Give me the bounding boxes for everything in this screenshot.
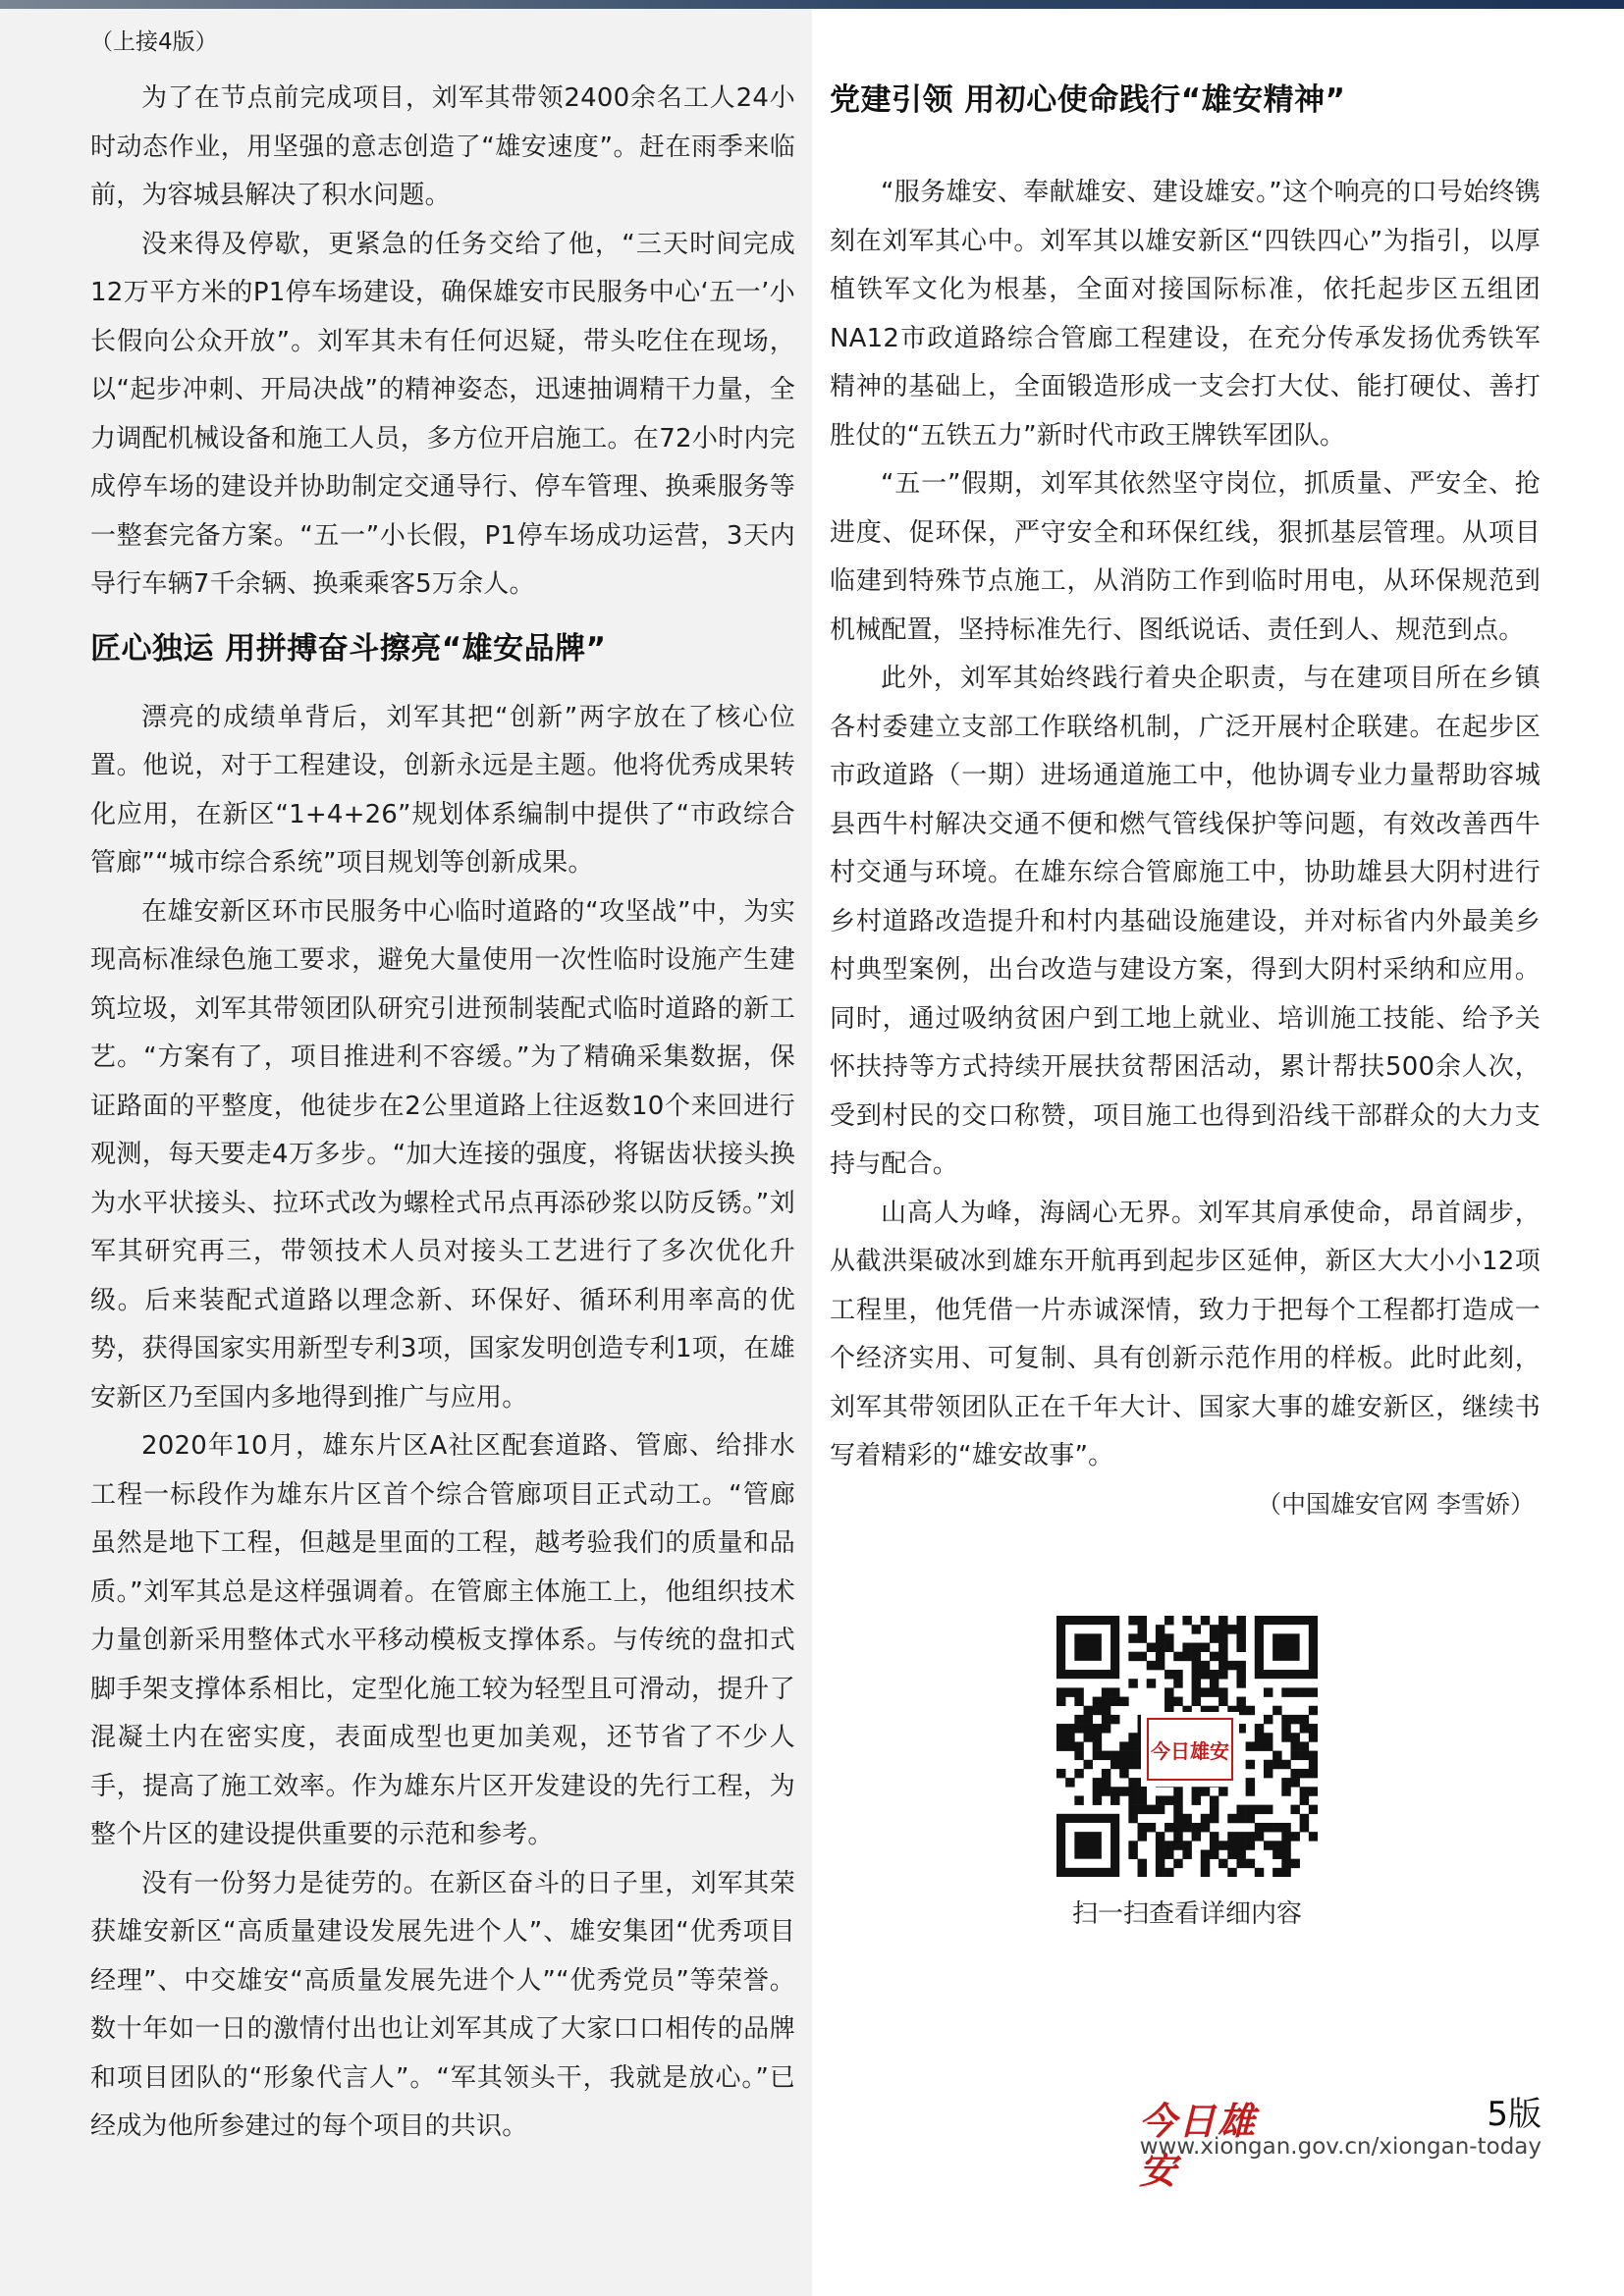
paragraph: “服务雄安、奉献雄安、建设雄安。”这个响亮的口号始终镌刻在刘军其心中。刘军其以雄安新区“四铁四心”为指引，以厚植铁军文化为根基，全面对接国际标准，依托起步区五组团NA12市政道路综合管廊工程建设，在充分传承发扬优秀铁军精神的基础上，全面锻造形成一支会打大仗、能打硬仗、善打胜仗的“五铁五力”新时代市政王牌铁军团队。 (830, 178, 1541, 451)
paragraph: 2020年10月，雄东片区A社区配套道路、管廊、给排水工程一标段作为雄东片区首个综合管廊项目正式动工。“管廊虽然是地下工程，但越是里面的工程，越考验我们的质量和品质。”刘军其总是这样强调着。在管廊主体施工上，他组织技术力量创新采用整体式水平移动模板支撑体系。与传统的盘扣式脚手架支撑体系相比，定型化施工较为轻型且可滑动，提升了混凝土内在密实度，表面成型也更加美观，还节省了不少人手，提高了施工效率。作为雄东片区开发建设的先行工程，为整个片区的建设提供重要的示范和参考。 (90, 1431, 795, 1849)
paragraph: “五一”假期，刘军其依然坚守岗位，抓质量、严安全、抢进度、促环保，严守安全和环保红线，狠抓基层管理。从项目临建到特殊节点施工，从消防工作到临时用电，从环保规范到机械配置，坚持标准先行、图纸说话、责任到人、规范到点。 (830, 469, 1541, 645)
left-column (90, 27, 795, 2152)
qr-logo-text: 今日雄安 (1147, 1718, 1233, 1781)
qr-block (1051, 1616, 1324, 1932)
paragraph: 漂亮的成绩单背后，刘军其把“创新”两字放在了核心位置。他说，对于工程建设，创新永远是主题。他将优秀成果转化应用，在新区“1+4+26”规划体系编制中提供了“市政综合管廊”“城市综合系统”项目规划等创新成果。 (90, 702, 795, 878)
paragraph: 山高人为峰，海阔心无界。刘军其肩承使命，昂首阔步，从截洪渠破冰到雄东开航再到起步区延伸，新区大大小小12项工程里，他凭借一片赤诚深情，致力于把每个工程都打造成一个经济实用、可复制、具有创新示范作用的样板。此时此刻，刘军其带领团队正在千年大计、国家大事的雄安新区，继续书写着精彩的“雄安故事”。 (830, 1198, 1541, 1470)
paragraph: 为了在节点前完成项目，刘军其带领2400余名工人24小时动态作业，用坚强的意志创造了“雄安速度”。赶在雨季来临前，为容城县解决了积水问题。 (90, 83, 795, 210)
section-heading-craftsmanship: 匠心独运 用拼搏奋斗擦亮“雄安品牌” (90, 630, 607, 667)
page-number: 5版 (1487, 2095, 1542, 2134)
paragraph: 此外，刘军其始终践行着央企职责，与在建项目所在乡镇各村委建立支部工作联络机制，广泛开展村企联建。在起步区市政道路（一期）进场通道施工中，他协调专业力量帮助容城县西牛村解决交通不便和燃气管线保护等问题，有效改善西牛村交通与环境。在雄东综合管廊施工中，协助雄县大阴村进行乡村道路改造提升和村内基础设施建设，并对标省内外最美乡村典型案例，出台改造与建设方案，得到大阴村采纳和应用。同时，通过吸纳贫困户到工地上就业、培训施工技能、给予关怀扶持等方式持续开展扶贫帮困活动，累计帮扶500余人次，受到村民的交口称赞，项目施工也得到沿线干部群众的大力支持与配合。 (830, 664, 1541, 1179)
publication-logo: 今日雄安 (1139, 2099, 1258, 2192)
paragraph: 没来得及停歇，更紧急的任务交给了他，“三天时间完成12万平方米的P1停车场建设，确保雄安市民服务中心‘五一’小长假向公众开放”。刘军其未有任何迟疑，带头吃住在现场，以“起步冲刺、开局决战”的精神姿态，迅速抽调精干力量，全力调配机械设备和施工人员，多方位开启施工。在72小时内完成停车场的建设并协助制定交通导行、停车管理、换乘服务等一整套完备方案。“五一”小长假，P1停车场成功运营，3天内导行车辆7千余辆、换乘乘客5万余人。 (90, 229, 795, 599)
qr-caption: 扫一扫查看详细内容 (1071, 1899, 1302, 1929)
article-source: （中国雄安官网 李雪娇） (1257, 1489, 1535, 1519)
qr-center-logo (1141, 1712, 1239, 1787)
section-heading-party-building: 党建引领 用初心使命践行“雄安精神” (830, 82, 1346, 118)
top-accent-bar (0, 0, 1624, 9)
paragraph: 没有一份努力是徒劳的。在新区奋斗的日子里，刘军其荣获雄安新区“高质量建设发展先进个人”、雄安集团“优秀项目经理”、中交雄安“高质量发展先进个人”“优秀党员”等荣誉。数十年如一日的激情付出也让刘军其成了大家口口相传的品牌和项目团队的“形象代言人”。“军其领头干，我就是放心。”已经成为他所参建过的每个项目的共识。 (90, 1868, 795, 2141)
qr-code[interactable] (1056, 1616, 1318, 1877)
footer-url[interactable]: www.xiongan.gov.cn/xiongan-today (1139, 2134, 1542, 2160)
continued-note: （上接4版） (90, 29, 218, 55)
right-column (830, 80, 1541, 1522)
paragraph: 在雄安新区环市民服务中心临时道路的“攻坚战”中，为实现高标准绿色施工要求，避免大量使用一次性临时设施产生建筑垃圾，刘军其带领团队研究引进预制装配式临时道路的新工艺。“方案有了，项目推进利不容缓。”为了精确采集数据，保证路面的平整度，他徒步在2公里道路上往返数10个来回进行观测，每天要走4万多步。“加大连接的强度，将锯齿状接头换为水平状接头、拉环式改为螺栓式吊点再添砂浆以防反锈。”刘军其研究再三，带领技术人员对接头工艺进行了多次优化升级。后来装配式道路以理念新、环保好、循环利用率高的优势，获得国家实用新型专利3项，国家发明创造专利1项，在雄安新区乃至国内多地得到推广与应用。 (90, 896, 795, 1413)
